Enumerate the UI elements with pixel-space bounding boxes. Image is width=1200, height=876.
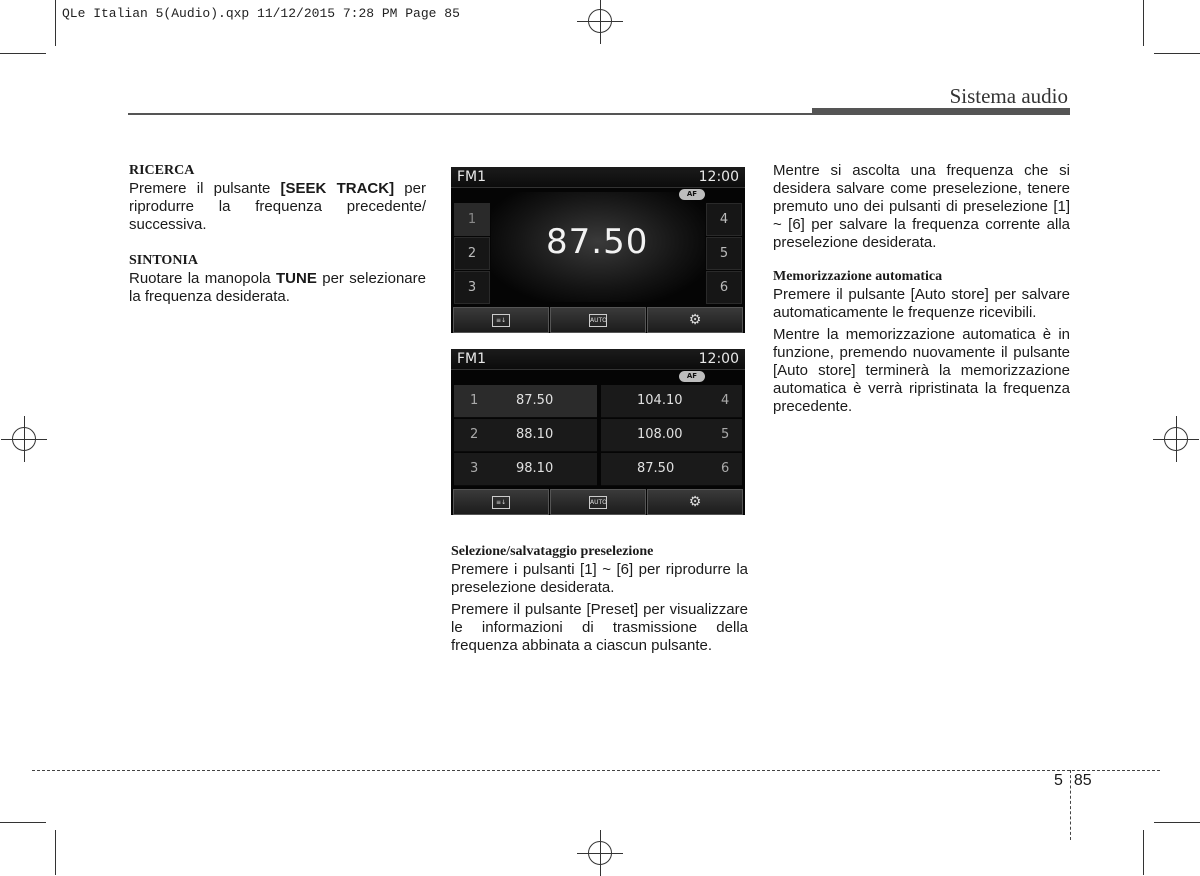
right-column <box>773 162 1070 420</box>
band-label: FM1 <box>457 169 487 185</box>
registration-mark-icon <box>588 9 612 33</box>
crop-mark <box>0 822 46 823</box>
gear-icon: ⚙ <box>688 312 702 328</box>
auto-store-text-2: Mentre la memorizzazione automatica è in funzione, premendo nuovamente il pulsante [Auto store] terminerà la memorizzazione automatica è verrà ripristinata la frequenza precedente. <box>773 326 1070 415</box>
radio-list-icon: ≡↓ <box>492 314 510 327</box>
settings-button[interactable] <box>647 489 743 515</box>
sintonia-heading: SINTONIA <box>129 253 198 268</box>
page-number-value: 85 <box>1073 772 1092 789</box>
preset-row-2[interactable] <box>454 419 597 452</box>
preset-frequency: 108.00 <box>637 427 683 442</box>
preset-row-1[interactable] <box>454 385 597 418</box>
preset-number: 3 <box>470 461 479 476</box>
crop-mark <box>1143 0 1144 46</box>
preset-text-2: Premere il pulsante [Preset] per visualizzare le informazioni di trasmissione della frequenza abbinata a ciascun pulsante. <box>451 601 748 654</box>
preset-button-2[interactable]: 2 <box>454 237 490 270</box>
preset-text-1: Premere i pulsanti [1] ~ [6] per riprodurre la preselezione desiderata. <box>451 561 748 596</box>
middle-column <box>451 543 748 659</box>
softkey-bar <box>451 487 745 515</box>
preset-row-5[interactable] <box>601 419 742 452</box>
preset-button-4[interactable]: 4 <box>706 203 742 236</box>
radio-list-icon: ≡↓ <box>492 496 510 509</box>
preset-row-3[interactable] <box>454 453 597 486</box>
softkey-bar <box>451 305 745 333</box>
preset-button-6[interactable]: 6 <box>706 271 742 304</box>
auto-store-button[interactable] <box>550 307 646 333</box>
auto-store-heading: Memorizzazione automatica <box>773 269 943 284</box>
text-span: per riprodurre la frequenza precedente/ successiva. <box>129 180 426 233</box>
header-rule <box>128 113 812 115</box>
auto-store-button[interactable] <box>550 489 646 515</box>
radio-screen-main <box>451 167 745 333</box>
registration-mark-icon <box>1164 427 1188 451</box>
preset-row-6[interactable] <box>601 453 742 486</box>
crop-mark <box>1143 830 1144 875</box>
seek-track-key: [SEEK TRACK] <box>280 180 395 197</box>
left-column <box>129 162 426 310</box>
preset-frequency: 87.50 <box>637 461 675 476</box>
section-title: Sistema audio <box>949 84 1068 108</box>
crop-mark <box>0 53 46 54</box>
crop-mark <box>1154 53 1200 54</box>
current-frequency: 87.50 <box>546 222 649 262</box>
preset-number: 5 <box>721 427 730 442</box>
clock: 12:00 <box>698 351 739 367</box>
preset-frequency: 98.10 <box>516 461 554 476</box>
text-span: Premere il pulsante <box>129 180 281 197</box>
af-badge[interactable]: AF <box>679 189 705 200</box>
crop-mark <box>55 0 56 46</box>
sintonia-text <box>129 270 426 306</box>
chapter-number: 5 <box>1054 772 1063 789</box>
crop-mark <box>55 830 56 875</box>
preset-frequency: 104.10 <box>637 393 683 408</box>
text-span: Ruotare la manopola <box>129 270 277 287</box>
auto-store-text-1: Premere il pulsante [Auto store] per salvare automaticamente le frequenze ricevibili. <box>773 286 1070 321</box>
tune-key: TUNE <box>276 270 317 287</box>
print-slug: QLe Italian 5(Audio).qxp 11/12/2015 7:28 PM Page 85 <box>62 6 460 21</box>
auto-store-icon: AUTO <box>589 496 607 509</box>
band-label: FM1 <box>457 351 487 367</box>
footer-dashed-rule <box>32 770 1160 771</box>
af-badge[interactable]: AF <box>679 371 705 382</box>
radio-screen-preset-list <box>451 349 745 515</box>
registration-mark-icon <box>12 427 36 451</box>
preset-number: 6 <box>721 461 730 476</box>
ricerca-heading: RICERCA <box>129 163 195 178</box>
preset-list-button[interactable] <box>453 307 549 333</box>
preset-heading: Selezione/salvataggio preselezione <box>451 544 654 559</box>
auto-store-icon: AUTO <box>589 314 607 327</box>
clock: 12:00 <box>698 169 739 185</box>
page-number <box>1054 772 1092 790</box>
preset-row-4[interactable] <box>601 385 742 418</box>
gear-icon: ⚙ <box>688 494 702 510</box>
preset-frequency: 88.10 <box>516 427 554 442</box>
header-rule-tab <box>812 108 1070 115</box>
save-preset-text: Mentre si ascolta una frequenza che si desidera salvare come preselezione, tenere premuto uno dei pulsanti di preselezione [1] ~ [6] per salvare la frequenza corrente alla preselezione desiderata. <box>773 162 1070 251</box>
registration-mark-icon <box>588 841 612 865</box>
preset-list-button[interactable] <box>453 489 549 515</box>
preset-button-1[interactable]: 1 <box>454 203 490 236</box>
ricerca-text <box>129 180 426 234</box>
settings-button[interactable] <box>647 307 743 333</box>
preset-number: 4 <box>721 393 730 408</box>
preset-button-5[interactable]: 5 <box>706 237 742 270</box>
text-span: per selezionare la frequenza desiderata. <box>129 270 426 305</box>
preset-number: 1 <box>470 393 479 408</box>
preset-frequency: 87.50 <box>516 393 554 408</box>
preset-button-3[interactable]: 3 <box>454 271 490 304</box>
preset-number: 2 <box>470 427 479 442</box>
crop-mark <box>1154 822 1200 823</box>
